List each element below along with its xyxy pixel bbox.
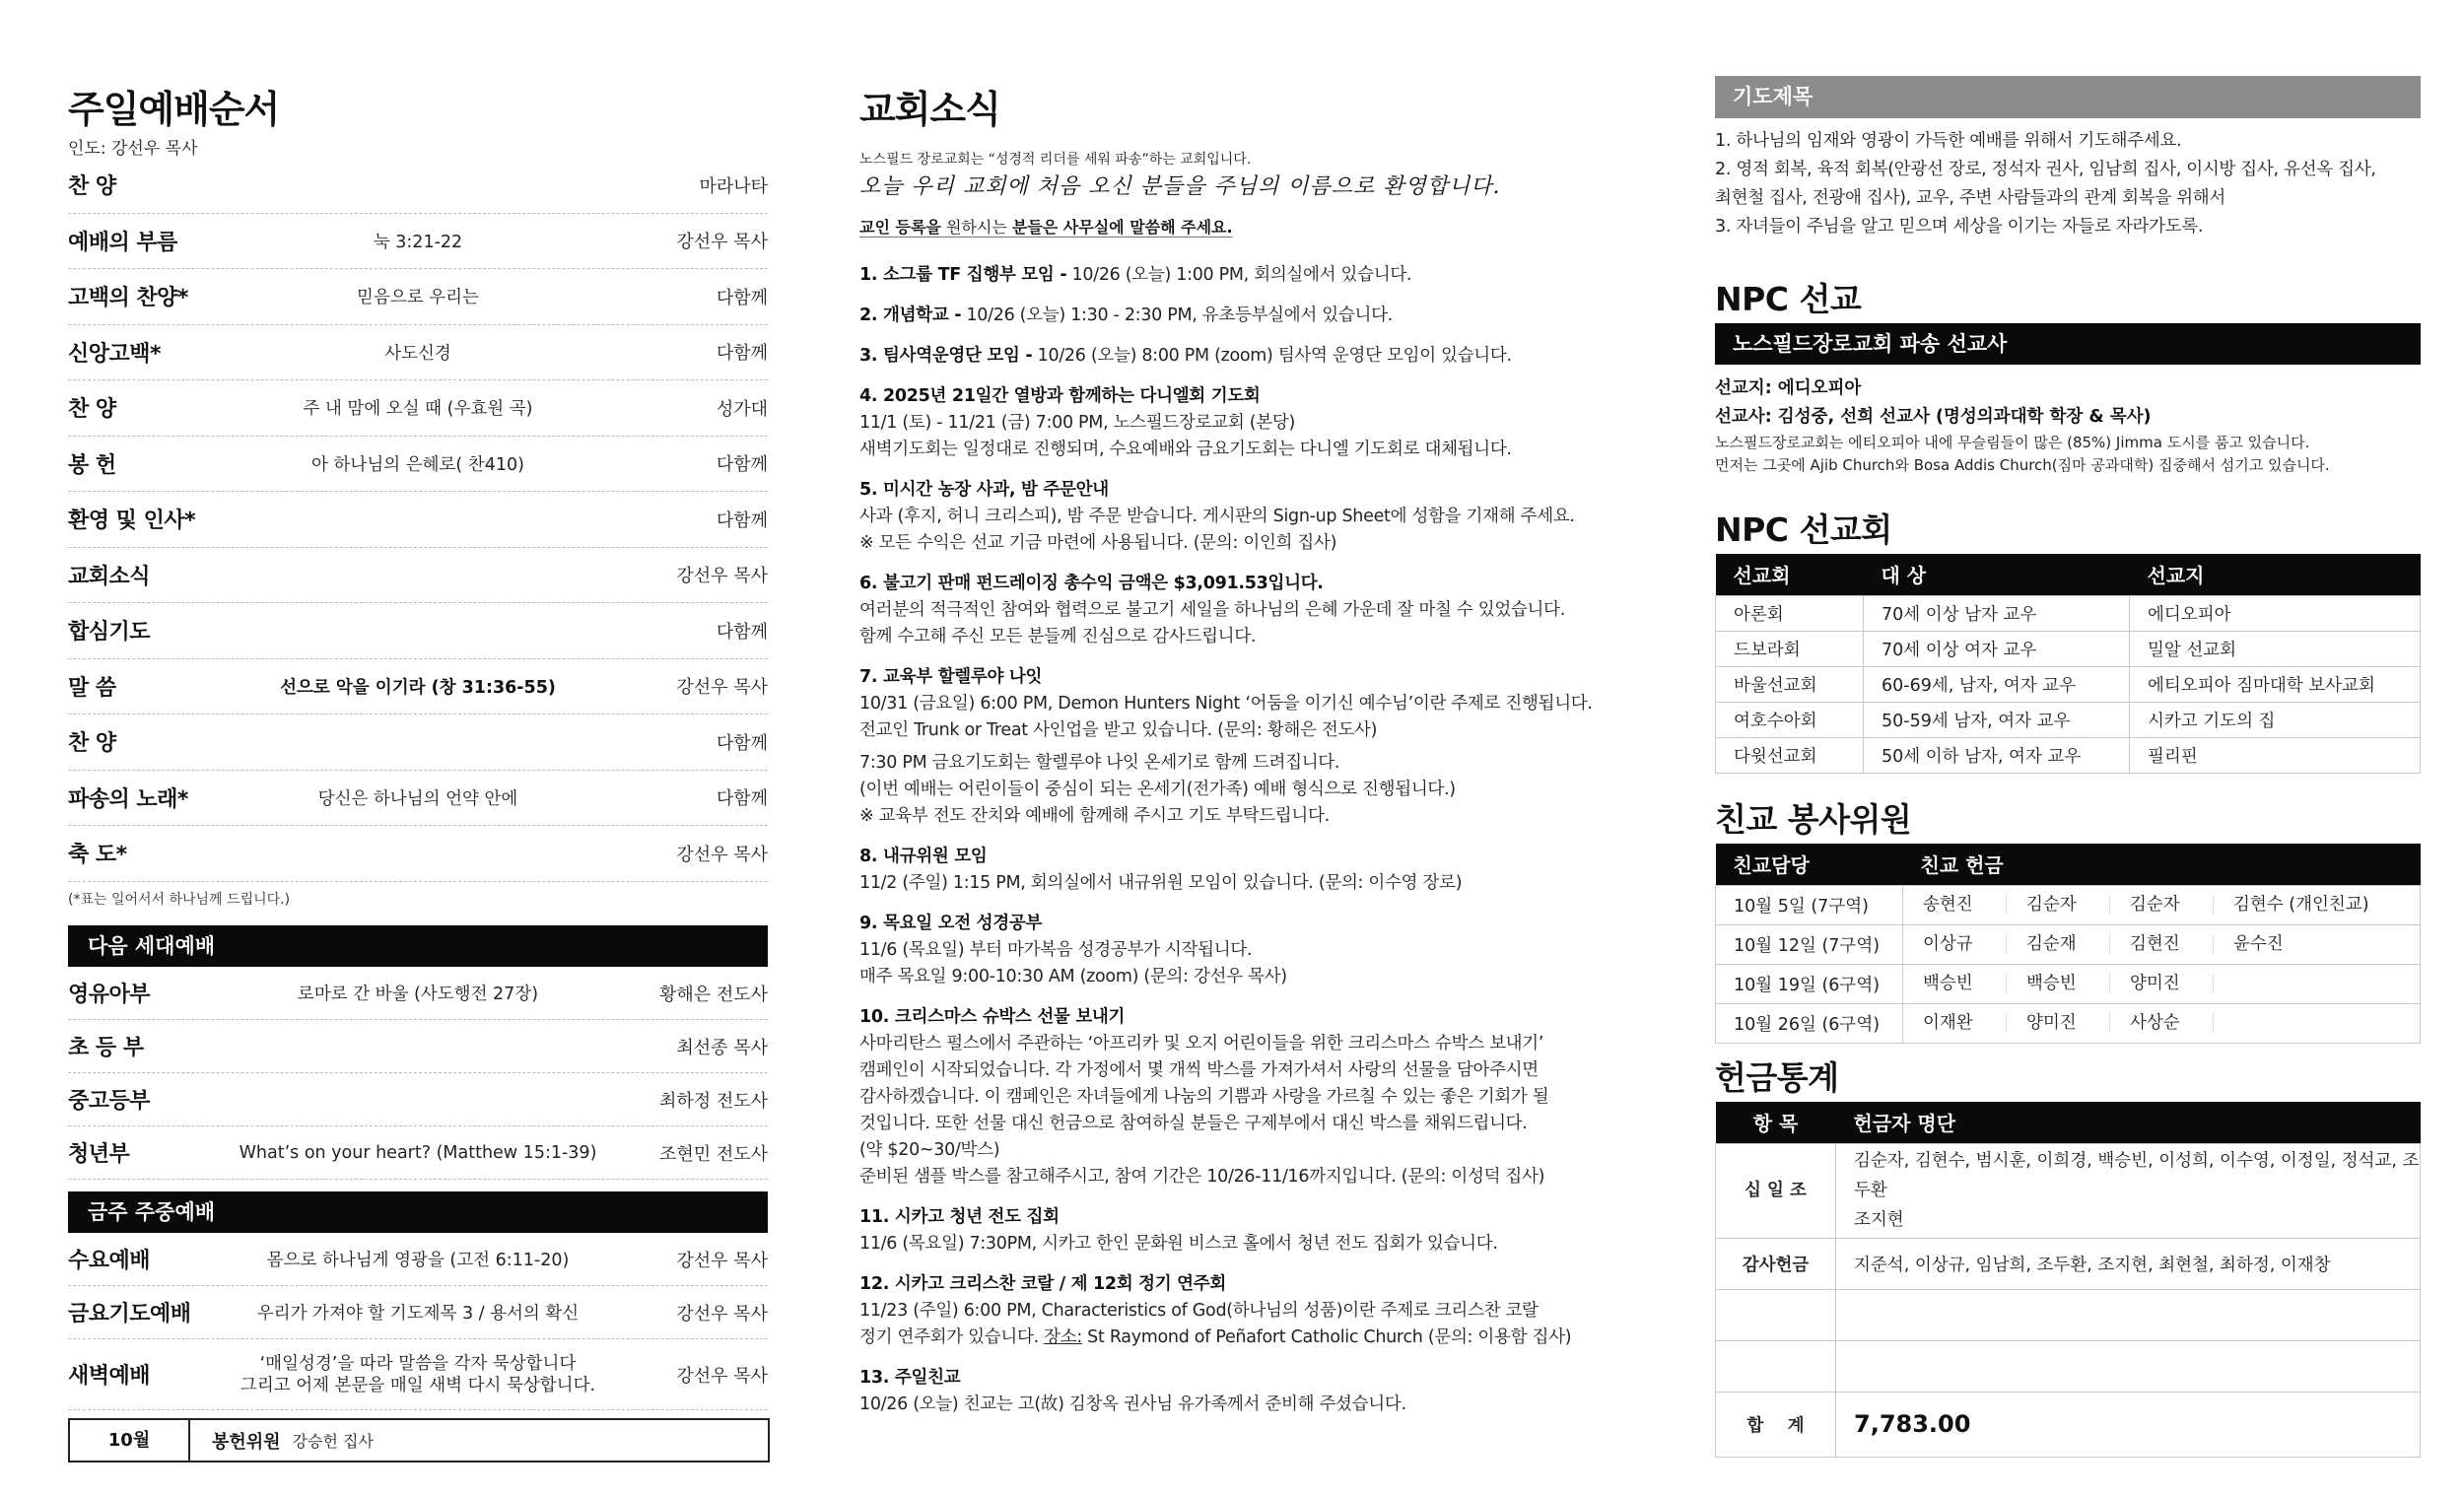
worship-order-list bbox=[68, 158, 768, 882]
society-row bbox=[1716, 631, 2421, 666]
row-label: 파송의 노래* bbox=[68, 786, 188, 812]
row-label: 고백의 찬양* bbox=[68, 286, 188, 311]
names-line: 조지현 bbox=[1854, 1210, 1904, 1230]
missionary-names: 선교사: 김성중, 선희 선교사 (명성의과대학 학장 & 목사) bbox=[1715, 407, 2152, 427]
row-detail-line: 그리고 어제 본문을 매일 새벽 다시 묵상합니다. bbox=[240, 1375, 596, 1395]
fellowship-name: 김순자 bbox=[2007, 895, 2110, 915]
fellowship-name: 김현진 bbox=[2110, 934, 2214, 954]
col-header: 항 목 bbox=[1716, 1102, 1836, 1143]
weekday-row bbox=[68, 1339, 768, 1410]
next-gen-header: 다음 세대예배 bbox=[68, 925, 768, 967]
weekday-list bbox=[68, 1233, 768, 1410]
row-label: 청년부 bbox=[68, 1142, 130, 1167]
news-item-line: 11/23 (주일) 6:00 PM, Characteristics of God(하나님의 성품)이란 주제로 크리스찬 코랄 bbox=[859, 1301, 1539, 1321]
fellowship-date: 10월 26일 (6구역) bbox=[1716, 1003, 1903, 1043]
society-cell: 여호수아회 bbox=[1716, 702, 1864, 737]
row-label: 중고등부 bbox=[68, 1089, 151, 1114]
news-item-title: 10. 크리스마스 슈박스 선물 보내기 bbox=[859, 1007, 1126, 1027]
news-item bbox=[859, 1271, 1687, 1351]
church-news-title: 교회소식 bbox=[859, 88, 1000, 131]
row-label: 초 등 부 bbox=[68, 1036, 144, 1060]
news-item-line: 감사하겠습니다. 이 캠페인은 자녀들에게 나눔의 기쁨과 사랑을 가르칠 수 있는 좋은 기회가 될 bbox=[859, 1087, 1549, 1107]
col-header: 대 상 bbox=[1864, 554, 2130, 595]
news-item-title: 7. 교육부 할렐루야 나잇 bbox=[859, 667, 1043, 687]
society-cell: 50세 이하 남자, 여자 교우 bbox=[1864, 737, 2130, 773]
row-label: 교회소식 bbox=[68, 564, 151, 589]
fellowship-name: 김순자 bbox=[2110, 895, 2214, 915]
row-leader: 강선우 목사 bbox=[676, 232, 768, 253]
fellowship-names bbox=[1903, 964, 2421, 1003]
news-item-title: 2. 개념학교 - bbox=[859, 306, 962, 325]
worship-order-title: 주일예배순서 bbox=[68, 88, 280, 131]
worship-order-row bbox=[68, 214, 768, 270]
place-prefix: 정기 연주회가 있습니다. bbox=[859, 1327, 1045, 1347]
row-leader: 강선우 목사 bbox=[676, 1365, 768, 1387]
total-value bbox=[1836, 1392, 2421, 1457]
news-item-line: 사마리탄스 펄스에서 주관하는 ‘아프리카 및 오지 어린이들을 위한 크리스마스 슈박스 보내기’ bbox=[859, 1034, 1544, 1054]
prayer-line: 2. 영적 회복, 육적 회복(안광선 장로, 정석자 권사, 임남희 집사, 이시방 집사, 유선옥 집사, bbox=[1715, 160, 2376, 179]
prayer-line: 3. 자녀들이 주님을 알고 믿으며 세상을 이기는 자들로 자라가도록. bbox=[1715, 217, 2204, 237]
fellowship-row bbox=[1716, 964, 2421, 1003]
row-label: 환영 및 인사* bbox=[68, 509, 196, 534]
worship-order-row bbox=[68, 548, 768, 604]
row-label: 수요예배 bbox=[68, 1249, 151, 1273]
fellowship-date: 10월 5일 (7구역) bbox=[1716, 885, 1903, 924]
news-item bbox=[859, 844, 1687, 897]
news-item-line: 7:30 PM 금요기도회는 할렐루야 나잇 온세기로 함께 드려집니다. bbox=[859, 753, 1340, 773]
next-gen-list bbox=[68, 967, 768, 1180]
worship-order-row bbox=[68, 826, 768, 882]
society-cell: 드보라회 bbox=[1716, 631, 1864, 666]
society-cell: 아론회 bbox=[1716, 595, 1864, 631]
row-label: 합심기도 bbox=[68, 620, 151, 646]
row-leader: 강선우 목사 bbox=[676, 566, 768, 587]
news-item-line: 것입니다. 또한 선물 대신 헌금으로 참여하실 분들은 구제부에서 대신 박스를 채워드립니다. bbox=[859, 1114, 1528, 1133]
col-header: 선교지 bbox=[2130, 554, 2421, 595]
prayer-line: 1. 하나님의 임재와 영광이 가득한 예배를 위해서 기도해주세요. bbox=[1715, 131, 2182, 151]
news-item-title: 11. 시카고 청년 전도 집회 bbox=[859, 1207, 1060, 1227]
news-item bbox=[859, 571, 1687, 650]
worship-order-row bbox=[68, 269, 768, 325]
mission-bar: 노스필드장로교회 파송 선교사 bbox=[1715, 323, 2421, 365]
mission-desc: 먼저는 그곳에 Ajib Church와 Bosa Addis Church(짐마 공과대학) 집중해서 섬기고 있습니다. bbox=[1715, 456, 2330, 474]
worship-order-row bbox=[68, 437, 768, 493]
welcome-handwriting: 오늘 우리 교회에 처음 오신 분들을 주님의 이름으로 환영합니다. bbox=[859, 174, 1501, 199]
next-gen-row bbox=[68, 1020, 768, 1073]
news-item-line: 함께 수고해 주신 모든 분들께 진심으로 감사드립니다. bbox=[859, 627, 1257, 646]
society-cell: 필리핀 bbox=[2130, 737, 2421, 773]
society-cell: 50-59세 남자, 여자 교우 bbox=[1864, 702, 2130, 737]
fellowship-row bbox=[1716, 924, 2421, 964]
society-cell: 다윗선교회 bbox=[1716, 737, 1864, 773]
prayer-line: 최현철 집사, 전광애 집사), 교우, 주변 사람들과의 관계 회복을 위해서 bbox=[1715, 188, 2226, 208]
news-item-line: 새벽기도회는 일정대로 진행되며, 수요예배와 금요기도회는 다니엘 기도회로 대체됩니다. bbox=[859, 440, 1512, 459]
news-item-title: 13. 주일친교 bbox=[859, 1368, 961, 1388]
news-item-line: 전교인 Trunk or Treat 사인업을 받고 있습니다. (문의: 황해은 전도사) bbox=[859, 720, 1378, 740]
next-gen-section bbox=[68, 925, 768, 1180]
society-row bbox=[1716, 702, 2421, 737]
registration-regular: 원하시는 bbox=[940, 218, 1012, 237]
total-label: 합 계 bbox=[1716, 1392, 1836, 1457]
row-leader: 강선우 목사 bbox=[676, 844, 768, 865]
fellowship-name: 양미진 bbox=[2110, 974, 2214, 993]
news-item-text: 10/26 (오늘) 8:00 PM (zoom) 팀사역 운영단 모임이 있습니다. bbox=[1032, 346, 1512, 366]
worship-order-row bbox=[68, 325, 768, 381]
worship-order-row bbox=[68, 380, 768, 437]
fellowship-name: 양미진 bbox=[2007, 1013, 2110, 1033]
society-cell: 70세 이상 여자 교우 bbox=[1864, 631, 2130, 666]
offering-names: 지준석, 이상규, 임남희, 조두환, 조지현, 최현철, 최하정, 이재창 bbox=[1836, 1238, 2421, 1289]
role-label: 봉헌위원 bbox=[212, 1431, 281, 1453]
news-item bbox=[859, 262, 1687, 289]
row-detail: 눅 3:21-22 bbox=[373, 232, 463, 252]
offering-names bbox=[1836, 1143, 2421, 1238]
news-item bbox=[859, 911, 1687, 990]
fellowship-name: 윤수진 bbox=[2233, 934, 2284, 954]
news-item-line: 11/6 (목요일) 부터 마가복음 성경공부가 시작됩니다. bbox=[859, 940, 1253, 960]
offering-row bbox=[1716, 1143, 2421, 1238]
news-item-title: 8. 내규위원 모임 bbox=[859, 847, 988, 866]
news-item-title: 4. 2025년 21일간 열방과 함께하는 다니엘회 기도회 bbox=[859, 386, 1261, 406]
society-cell: 60-69세, 남자, 여자 교우 bbox=[1864, 666, 2130, 702]
names-line: 김순자, 김현수, 범시훈, 이희경, 백승빈, 이성희, 이수영, 이정일, 정석교, 조두환 bbox=[1854, 1151, 2420, 1200]
fellowship-names bbox=[1903, 885, 2421, 924]
row-leader: 다함께 bbox=[716, 621, 768, 643]
row-label: 말 씀 bbox=[68, 675, 116, 701]
news-item-line: 준비된 샘플 박스를 참고해주시고, 참여 기간은 10/26-11/16까지입니다. (문의: 이성덕 집사) bbox=[859, 1167, 1545, 1187]
col-header: 헌금자 명단 bbox=[1836, 1102, 2421, 1143]
row-detail: 로마로 간 바울 (사도행전 27장) bbox=[297, 985, 539, 1004]
news-item-line: 사과 (후지, 허니 크리스피), 밤 주문 받습니다. 게시판의 Sign-up Sheet에 성함을 기재해 주세요. bbox=[859, 507, 1575, 526]
weekday-header: 금주 주중예배 bbox=[68, 1191, 768, 1233]
row-leader: 다함께 bbox=[716, 454, 768, 476]
monthly-offering-box bbox=[68, 1418, 770, 1462]
row-label: 금요기도예배 bbox=[68, 1302, 191, 1326]
next-gen-row bbox=[68, 967, 768, 1020]
place-label: 장소: bbox=[1044, 1327, 1082, 1347]
row-label: 새벽예배 bbox=[68, 1364, 151, 1389]
offering-title: 헌금통계 bbox=[1715, 1058, 1839, 1097]
fellowship-names bbox=[1903, 924, 2421, 964]
fellowship-name: 백승빈 bbox=[2007, 974, 2110, 993]
row-leader: 황해은 전도사 bbox=[658, 984, 768, 1005]
row-label: 찬 양 bbox=[68, 397, 116, 423]
row-leader: 마라나타 bbox=[699, 175, 768, 197]
row-detail: 아 하나님의 은혜로( 찬410) bbox=[311, 454, 524, 475]
news-item-line: ※ 모든 수익은 선교 기금 마련에 사용됩니다. (문의: 이인희 집사) bbox=[859, 533, 1337, 553]
news-item-title: 12. 시카고 크리스찬 코랄 / 제 12회 정기 연주회 bbox=[859, 1274, 1226, 1294]
row-label: 찬 양 bbox=[68, 174, 116, 200]
row-label: 축 도* bbox=[68, 843, 127, 868]
news-item-title: 1. 소그룹 TF 집행부 모임 - bbox=[859, 265, 1067, 285]
society-cell: 바울선교회 bbox=[1716, 666, 1864, 702]
news-item bbox=[859, 1365, 1687, 1418]
fellowship-name: 송현진 bbox=[1903, 895, 2007, 915]
col-header: 선교회 bbox=[1716, 554, 1864, 595]
news-item-line bbox=[859, 1325, 1687, 1351]
news-item bbox=[859, 664, 1687, 830]
worship-order-row bbox=[68, 771, 768, 827]
society-cell: 70세 이상 남자 교우 bbox=[1864, 595, 2130, 631]
news-item-line: ※ 교육부 전도 잔치와 예배에 함께해 주시고 기도 부탁드립니다. bbox=[859, 806, 1330, 826]
offering-total-row bbox=[1716, 1392, 2421, 1457]
society-cell: 시카고 기도의 집 bbox=[2130, 702, 2421, 737]
mission-title: NPC 선교 bbox=[1715, 280, 1862, 318]
news-item-line: 10/31 (금요일) 6:00 PM, Demon Hunters Night ‘어둠을 이기신 예수님’이란 주제로 진행됩니다. bbox=[859, 694, 1593, 714]
news-item-line: 11/2 (주일) 1:15 PM, 회의실에서 내규위원 모임이 있습니다. (문의: 이수영 장로) bbox=[859, 873, 1463, 893]
col-header: 친교 헌금 bbox=[1903, 844, 2421, 885]
fellowship-title: 친교 봉사위원 bbox=[1715, 800, 1912, 839]
news-item-title: 3. 팀사역운영단 모임 - bbox=[859, 346, 1033, 366]
weekday-row bbox=[68, 1233, 768, 1286]
row-label: 영유아부 bbox=[68, 983, 151, 1007]
fellowship-date: 10월 19일 (6구역) bbox=[1716, 964, 1903, 1003]
row-label: 예배의 부름 bbox=[68, 230, 177, 255]
worship-order-row bbox=[68, 603, 768, 659]
worship-order-row bbox=[68, 492, 768, 548]
society-row bbox=[1716, 737, 2421, 773]
row-detail: 당신은 하나님의 언약 안에 bbox=[317, 788, 518, 809]
row-leader: 다함께 bbox=[716, 343, 768, 365]
worship-order-row bbox=[68, 659, 768, 715]
fellowship-names bbox=[1903, 1003, 2421, 1043]
row-leader: 최하정 전도사 bbox=[658, 1090, 768, 1112]
row-detail: 사도신경 bbox=[384, 343, 451, 364]
fellowship-row bbox=[1716, 1003, 2421, 1043]
church-motto: 노스필드 장로교회는 “성경적 리더를 세워 파송”하는 교회입니다. bbox=[859, 152, 1252, 168]
weekday-section bbox=[68, 1191, 768, 1410]
news-item-line: 매주 목요일 9:00-10:30 AM (zoom) (문의: 강선우 목사) bbox=[859, 967, 1287, 986]
next-gen-row bbox=[68, 1126, 768, 1180]
row-detail: 몸으로 하나님게 영광을 (고전 6:11-20) bbox=[266, 1251, 570, 1270]
fellowship-name: 이재완 bbox=[1903, 1013, 2007, 1033]
offering-row-empty bbox=[1716, 1289, 2421, 1340]
row-label: 신앙고백* bbox=[68, 341, 162, 367]
mission-desc: 노스필드장로교회는 에티오피아 내에 무슬림들이 많은 (85%) Jimma 도시를 품고 있습니다. bbox=[1715, 434, 2310, 451]
news-item-line: 캠페인이 시작되었습니다. 각 가정에서 몇 개씩 박스를 가져가셔서 사랑의 선물을 담아주시면 bbox=[859, 1060, 1539, 1080]
row-leader: 최선종 목사 bbox=[676, 1037, 768, 1058]
mission-details bbox=[1715, 374, 2330, 477]
row-leader: 다함께 bbox=[716, 788, 768, 810]
fellowship-table bbox=[1715, 844, 2421, 1044]
offering-category: 십 일 조 bbox=[1716, 1143, 1836, 1238]
news-item-title: 6. 불고기 판매 펀드레이징 총수익 금액은 $3,091.53입니다. bbox=[859, 574, 1324, 593]
societies-title: NPC 선교회 bbox=[1715, 510, 1892, 549]
news-item-title: 9. 목요일 오전 성경공부 bbox=[859, 914, 1043, 933]
news-item-title: 5. 미시간 농장 사과, 밤 주문안내 bbox=[859, 480, 1109, 500]
fellowship-name: 백승빈 bbox=[1903, 974, 2007, 993]
total-amount: 7,783.00 bbox=[1854, 1410, 1971, 1438]
mission-field: 선교지: 에디오피아 bbox=[1715, 378, 1862, 398]
societies-table bbox=[1715, 554, 2421, 774]
fellowship-name: 김순재 bbox=[2007, 934, 2110, 954]
fellowship-row bbox=[1716, 885, 2421, 924]
news-item-line: (약 $20~30/박스) bbox=[859, 1140, 1000, 1160]
news-item-line: 11/6 (목요일) 7:30PM, 시카고 한인 문화원 비스코 홀에서 청년 전도 집회가 있습니다. bbox=[859, 1234, 1498, 1254]
fellowship-date: 10월 12일 (7구역) bbox=[1716, 924, 1903, 964]
month-label: 10월 bbox=[70, 1420, 190, 1461]
fellowship-name: 이상규 bbox=[1903, 934, 2007, 954]
society-cell: 에티오피아 짐마대학 보사교회 bbox=[2130, 666, 2421, 702]
row-detail: 선으로 악을 이기라 (창 31:36-55) bbox=[280, 677, 556, 698]
row-leader: 다함께 bbox=[716, 732, 768, 754]
news-item bbox=[859, 383, 1687, 463]
offering-table bbox=[1715, 1102, 2421, 1458]
row-detail: What’s on your heart? (Matthew 15:1-39) bbox=[239, 1142, 597, 1163]
news-item bbox=[859, 477, 1687, 557]
news-item-line: 10/26 (오늘) 친교는 고(故) 김창옥 권사님 유가족께서 준비해 주셨습니다. bbox=[859, 1394, 1406, 1414]
registration-note bbox=[859, 215, 1233, 238]
row-leader: 강선우 목사 bbox=[676, 1303, 768, 1325]
registration-bold-1: 교인 등록을 bbox=[859, 218, 941, 237]
row-label: 찬 양 bbox=[68, 731, 116, 757]
row-leader: 강선우 목사 bbox=[676, 677, 768, 699]
fellowship-name: 사상순 bbox=[2110, 1013, 2214, 1033]
row-leader: 조현민 전도사 bbox=[658, 1143, 768, 1165]
row-detail: 주 내 맘에 오실 때 (우효원 곡) bbox=[303, 399, 533, 420]
prayer-list bbox=[1715, 127, 2376, 241]
registration-bold-2: 분들은 사무실에 말씀해 주세요. bbox=[1011, 218, 1233, 237]
offering-category: 감사헌금 bbox=[1716, 1238, 1836, 1289]
news-item-line: 11/1 (토) - 11/21 (금) 7:00 PM, 노스필드장로교회 (본당) bbox=[859, 413, 1295, 433]
news-item-line: 여러분의 적극적인 참여와 협력으로 불고기 세일을 하나님의 은혜 가운데 잘 마칠 수 있었습니다. bbox=[859, 600, 1566, 620]
col-header: 친교담당 bbox=[1716, 844, 1903, 885]
weekday-row bbox=[68, 1286, 768, 1339]
offering-row bbox=[1716, 1238, 2421, 1289]
offering-row-empty bbox=[1716, 1340, 2421, 1392]
place-name: St Raymond of Peñafort Catholic Church (문의: 이용함 집사) bbox=[1081, 1327, 1572, 1347]
row-leader: 성가대 bbox=[716, 398, 768, 420]
row-label: 봉 헌 bbox=[68, 452, 116, 478]
row-leader: 강선우 목사 bbox=[676, 1250, 768, 1271]
row-detail: 우리가 가져야 할 기도제목 3 / 용서의 확신 bbox=[256, 1304, 580, 1324]
news-item bbox=[859, 1204, 1687, 1258]
news-item bbox=[859, 303, 1687, 329]
prayer-header: 기도제목 bbox=[1715, 76, 2421, 118]
news-item-text: 10/26 (오늘) 1:00 PM, 회의실에서 있습니다. bbox=[1066, 265, 1412, 285]
society-cell: 밀알 선교회 bbox=[2130, 631, 2421, 666]
row-detail-line: ‘매일성경’을 따라 말씀을 각자 묵상합니다 bbox=[259, 1353, 577, 1374]
next-gen-row bbox=[68, 1073, 768, 1126]
row-leader: 다함께 bbox=[716, 287, 768, 308]
row-leader: 다함께 bbox=[716, 510, 768, 531]
news-item bbox=[859, 1004, 1687, 1190]
news-list bbox=[859, 262, 1687, 1432]
society-row bbox=[1716, 666, 2421, 702]
news-item bbox=[859, 343, 1687, 370]
fellowship-name: 김현수 (개인친교) bbox=[2233, 895, 2369, 915]
row-detail: 믿음으로 우리는 bbox=[357, 288, 479, 308]
worship-order-row bbox=[68, 714, 768, 771]
news-item-line: (이번 예배는 어린이들이 중심이 되는 온세기(전가족) 예배 형식으로 진행됩니다.) bbox=[859, 780, 1456, 799]
worship-order-row bbox=[68, 158, 768, 214]
role-name: 강승헌 집사 bbox=[292, 1432, 374, 1451]
standing-note: (*표는 일어서서 하나님께 드립니다.) bbox=[68, 892, 291, 908]
worship-leader: 인도: 강선우 목사 bbox=[68, 139, 198, 159]
society-row bbox=[1716, 595, 2421, 631]
news-item-text: 10/26 (오늘) 1:30 - 2:30 PM, 유초등부실에서 있습니다. bbox=[961, 306, 1393, 325]
society-cell: 에디오피아 bbox=[2130, 595, 2421, 631]
